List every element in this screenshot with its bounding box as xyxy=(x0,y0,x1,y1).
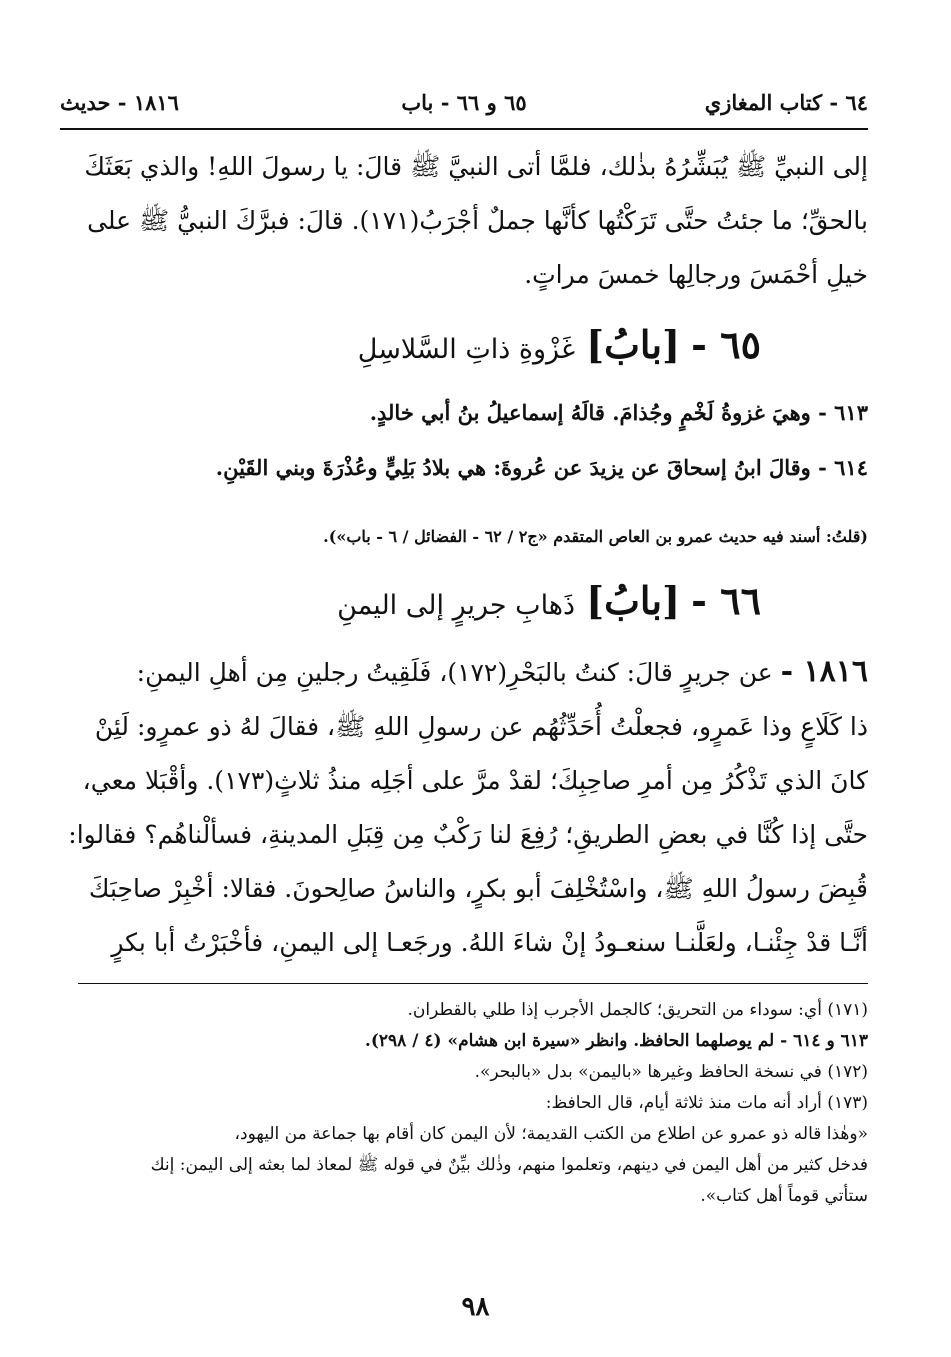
text-line xyxy=(62,645,868,700)
top-paragraph xyxy=(62,140,868,302)
text-line: أنَّـا قدْ جِئْنـا، ولعَلَّنـا سنعـودُ إنْ شاءَ اللهُ. ورجَعـا إلى اليمنِ، فأخْبَرْتُ أبا بكرٍ xyxy=(111,928,868,957)
header-rule xyxy=(60,128,868,130)
footnote-172: (١٧٢) في نسخة الحافظ وغيرها «باليمن» بدل «بالبحر». xyxy=(474,1062,868,1082)
text-line: خيلِ أحْمَسَ ورجالِها خمسَ مراتٍ. xyxy=(524,260,868,289)
footnote-173-quote: «وهٰذا قاله ذو عمرو عن اطلاع من الكتب القديمة؛ لأن اليمن كان أقام بها جماعة من اليهود، xyxy=(234,1124,868,1144)
section-number: ٦٦ - xyxy=(691,578,761,623)
footnote-173-quote: ستأتي قوماً أهل كتاب». xyxy=(700,1186,868,1206)
footnote-rule xyxy=(78,983,868,984)
footnotes xyxy=(62,995,868,1212)
footnote-613-614: ٦١٣ و ٦١٤ - لم يوصلهما الحافظ. وانظر «سيرة ابن هشام» (٤ / ٢٩٨). xyxy=(364,1031,868,1051)
entry-613: ٦١٣ - وهيَ غزوةُ لَخْمٍ وجُذامَ. قالَهُ إسماعيلُ بنُ أبي خالدٍ. xyxy=(369,400,868,425)
text-line: إلى النبيِّ ﷺ يُبَشِّرُهُ بذٰلك، فلمَّا أتى النبيَّ ﷺ قالَ: يا رسولَ اللهِ! والذي بَعَثَكَ xyxy=(84,152,868,181)
text-line: قُبِضَ رسولُ اللهِ ﷺ، واسْتُخْلِفَ أبو بكرٍ، والناسُ صالِحونَ. فقالا: أخْبِرْ صاحِبَكَ xyxy=(88,874,868,903)
footnote-173-quote: فدخل كثير من أهل اليمن في دينهم، وتعلموا منهم، وذٰلك بيِّنٌ في قوله ﷺ لمعاذ لما بعثه إلى اليمن: إنك xyxy=(150,1155,868,1175)
header-hadith-number: ١٨١٦ - حديث xyxy=(60,90,179,115)
text-line: بالحقِّ؛ ما جئتُ حتَّى تَرَكْتُها كأنَّها جملٌ أجْرَبُ(١٧١). قالَ: فبرَّكَ النبيُّ ﷺ على xyxy=(87,206,868,235)
entry-614: ٦١٤ - وقالَ ابنُ إسحاقَ عن يزيدَ عن عُروةَ: هي بلادُ بَلِيٍّ وعُذْرَةَ وبني القَيْنِ. xyxy=(215,455,868,480)
header-book-title: ٦٤ - كتاب المغازي xyxy=(704,90,868,115)
text-line: حتَّى إذا كُنَّا في بعضِ الطريقِ؛ رُفِعَ لنا رَكْبٌ مِن قِبَلِ المدينةِ، فسألْناهُم؟ فقالوا: xyxy=(68,820,868,849)
hadith-1816 xyxy=(62,645,868,970)
header-chapter: ٦٥ و ٦٦ - باب xyxy=(401,90,527,115)
section-heading-66 xyxy=(161,578,761,638)
qultu-note: (قلتُ: أسند فيه حديث عمرو بن العاص المتقدم «ج٢ / ٦٢ - الفضائل / ٦ - باب»). xyxy=(323,527,868,546)
bab-label: [بابُ] xyxy=(586,322,681,367)
section-title: غَزْوةِ ذاتِ السَّلاسِلِ xyxy=(357,334,576,365)
section-number: ٦٥ - xyxy=(691,322,761,367)
text-line: كانَ الذي تَذْكُرُ مِن أمرِ صاحِبِكَ؛ لقدْ مرَّ على أجَلِه منذُ ثلاثٍ(١٧٣). وأقْبَلا معي، xyxy=(82,766,868,795)
page-number: ٩٨ xyxy=(461,1292,490,1322)
footnote-171: (١٧١) أي: سوداء من التحريق؛ كالجمل الأجرب إذا طلي بالقطران. xyxy=(407,1000,868,1020)
section-title: ذَهابِ جريرٍ إلى اليمنِ xyxy=(337,590,576,621)
running-header xyxy=(60,90,868,124)
footnote-173: (١٧٣) أراد أنه مات منذ ثلاثة أيام، قال الحافظ: xyxy=(545,1093,868,1113)
section-heading-65 xyxy=(161,322,761,382)
hadith-number: ١٨١٦ - xyxy=(780,654,868,689)
bab-label: [بابُ] xyxy=(586,578,681,623)
text-line: ذا كَلَاعٍ وذا عَمرٍو، فجعلْتُ أُحَدِّثُهُم عن رسولِ اللهِ ﷺ، فقالَ لهُ ذو عمرٍو: لَئِنْ xyxy=(94,712,868,741)
hadith-first-line: عن جريرٍ قالَ: كنتُ بالبَحْرِ(١٧٢)، فَلَقِيتُ رجلينِ مِن أهلِ اليمنِ: xyxy=(136,658,773,687)
